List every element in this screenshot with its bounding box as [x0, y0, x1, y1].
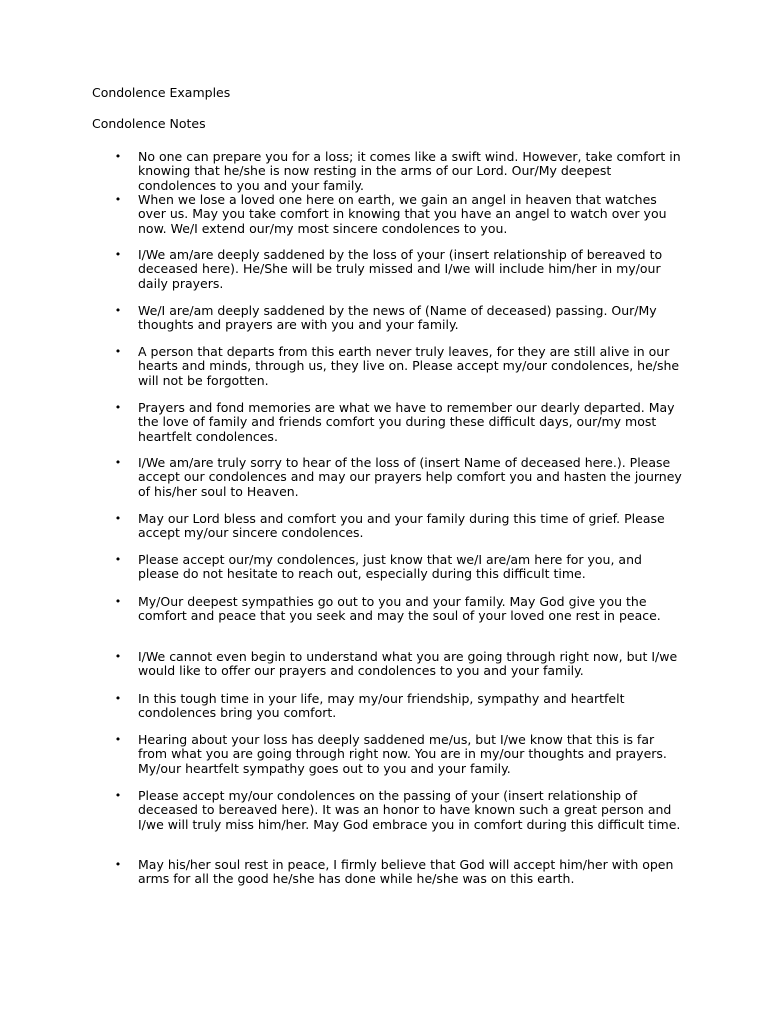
list-item: [114, 691, 683, 721]
note-text: I/We am/are truly sorry to hear of the loss of (insert Name of deceased here.). Please accept our condolences and may our prayers help comfort you and hasten the journey of his/her soul to Heaven.: [138, 455, 682, 499]
note-text: In this tough time in your life, may my/our friendship, sympathy and heartfelt condolences bring you comfort.: [138, 691, 625, 721]
bullet-icon: •: [114, 193, 122, 206]
bullet-icon: •: [114, 692, 122, 705]
note-text: May our Lord bless and comfort you and your family during this time of grief. Please accept my/our sincere condolences.: [138, 511, 665, 541]
list-item: [114, 303, 683, 333]
bullet-icon: •: [114, 456, 122, 469]
list-item: [114, 344, 683, 388]
list-item: [114, 857, 683, 887]
bullet-icon: •: [114, 858, 122, 871]
note-text: Please accept my/our condolences on the passing of your (insert relationship of deceased to bereaved here). It was an honor to have known such a great person and I/we will truly miss him/her. May God embrace you in comfort during this difficult time.: [138, 788, 681, 832]
bullet-icon: •: [114, 595, 122, 608]
list-item: [114, 552, 683, 582]
bullet-icon: •: [114, 650, 122, 663]
note-text: I/We cannot even begin to understand what you are going through right now, but I/we would like to offer our prayers and condolences to you and your family.: [138, 649, 678, 679]
note-text: No one can prepare you for a loss; it comes like a swift wind. However, take comfort in knowing that he/she is now resting in the arms of our Lord. Our/My deepest condolences to you and your family.: [138, 149, 681, 193]
list-item: [114, 149, 683, 193]
bullet-icon: •: [114, 789, 122, 802]
list-item: [114, 400, 683, 444]
note-text: Please accept our/my condolences, just know that we/I are/am here for you, and please do not hesitate to reach out, especially during this difficult time.: [138, 552, 642, 582]
bullet-icon: •: [114, 304, 122, 317]
note-text: Hearing about your loss has deeply saddened me/us, but I/we know that this is far from what you are going through right now. You are in my/our thoughts and prayers. My/our heartfelt sympathy goes out to you and your family.: [138, 732, 667, 776]
list-item: [114, 192, 683, 236]
list-item: [114, 649, 683, 679]
list-item: [114, 455, 683, 499]
bullet-icon: •: [114, 150, 122, 163]
note-text: I/We am/are deeply saddened by the loss of your (insert relationship of bereaved to deceased here). He/She will be truly missed and I/we will include him/her in my/our daily prayers.: [138, 247, 663, 291]
note-text: May his/her soul rest in peace, I firmly believe that God will accept him/her with open arms for all the good he/she has done while he/she was on this earth.: [138, 857, 674, 887]
bullet-icon: •: [114, 733, 122, 746]
list-item: [114, 788, 683, 832]
note-text: When we lose a loved one here on earth, we gain an angel in heaven that watches over us. May you take comfort in knowing that you have an angel to watch over you now. We/I extend our/my most sincere condolences to you.: [138, 192, 667, 236]
document-title: Condolence Examples: [92, 85, 231, 100]
bullet-icon: •: [114, 512, 122, 525]
bullet-icon: •: [114, 248, 122, 261]
list-item: [114, 247, 683, 291]
bullet-icon: •: [114, 553, 122, 566]
note-text: A person that departs from this earth never truly leaves, for they are still alive in our hearts and minds, through us, they live on. Please accept my/our condolences, he/she will not be forgotten.: [138, 344, 680, 388]
bullet-icon: •: [114, 345, 122, 358]
note-text: Prayers and fond memories are what we have to remember our dearly departed. May the love of family and friends comfort you during these difficult days, our/my most heartfelt condolences.: [138, 400, 675, 444]
note-text: We/I are/am deeply saddened by the news of (Name of deceased) passing. Our/My thoughts and prayers are with you and your family.: [138, 303, 657, 333]
note-text: My/Our deepest sympathies go out to you and your family. May God give you the comfort and peace that you seek and may the soul of your loved one rest in peace.: [138, 594, 661, 624]
bullet-icon: •: [114, 401, 122, 414]
list-item: [114, 511, 683, 541]
list-item: [114, 732, 683, 776]
section-heading: Condolence Notes: [92, 116, 206, 131]
list-item: [114, 594, 683, 624]
